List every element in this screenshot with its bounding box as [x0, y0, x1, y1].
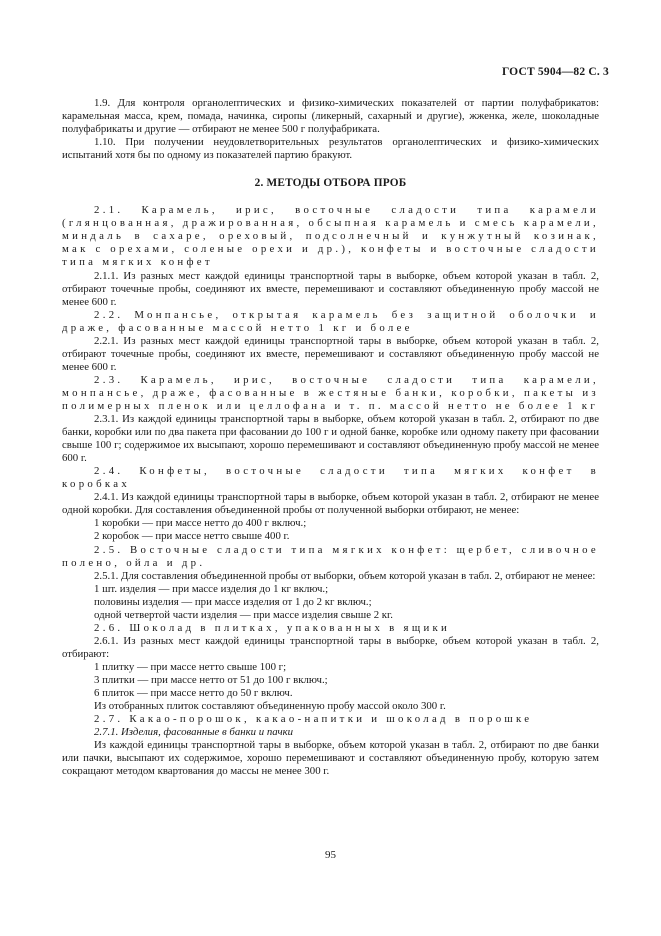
paragraph-2-5: 2.5. Восточные сладости типа мягких конфет: щербет, сливочное полено, ойла и др.: [62, 543, 599, 569]
paragraph-2-2-1: 2.2.1. Из разных мест каждой единицы транспортной тары в выборке, объем которой указан в табл. 2, отбирают точечные пробы, соединяют их вместе, перемешивают и составляют объединенную пробу массой не менее 600 г.: [62, 334, 599, 373]
list-item: одной четвертой части изделия — при массе изделия свыше 2 кг.: [94, 608, 393, 621]
paragraph-2-3-1: 2.3.1. Из каждой единицы транспортной тары в выборке, объем которой указан в табл. 2, отбирают по две банки, коробки или по два пакета при фасовании до 100 г и одной банке, коробке или одному пакету при фасовании свыше 100 г; содержимое их высыпают, хорошо перемешивают и составляют объединенную пробу массой не менее 600 г.: [62, 413, 599, 465]
paragraph-1-10: 1.10. При получении неудовлетворительных результатов органолептических и физико-химических испытаний хотя бы по одному из показателей партию бракуют.: [62, 136, 599, 162]
paragraph-2-7-1: 2.7.1. Изделия, фасованные в банки и пачки: [94, 726, 294, 739]
page-number: 95: [325, 849, 336, 861]
paragraph-1-9: 1.9. Для контроля органолептических и физико-химических показателей от партии полуфабрикатов: карамельная масса, крем, помада, начинка, сиропы (ликерный, сахарный и другие), жженка, желе, шоколадные полуфабрикаты и другие — отбирают не менее 500 г полуфабриката.: [62, 97, 599, 136]
paragraph-2-7-1-text: Из каждой единицы транспортной тары в выборке, объем которой указан в табл. 2, отбирают по две банки или пачки, высыпают их содержимое, хорошо перемешивают и составляют объединенную пробу, которую затем сокращают методом квартования до массы не менее 300 г.: [62, 739, 599, 778]
list-item: 1 шт. изделия — при массе изделия до 1 кг включ.;: [94, 582, 329, 595]
paragraph-2-1-1: 2.1.1. Из разных мест каждой единицы транспортной тары в выборке, объем которой указан в табл. 2, отбирают точечные пробы, соединяют их вместе, перемешивают и составляют объединенную пробу массой не менее 600 г.: [62, 269, 599, 308]
paragraph-2-3: 2.3. Карамель, ирис, восточные сладости типа карамели, монпансье, драже, фасованные в жестяные банки, коробки, пакеты из полимерных пленок или целлофана и т. п. массой нетто не более 1 кг: [62, 373, 599, 412]
document-header: ГОСТ 5904—82 С. 3: [501, 66, 609, 78]
list-item: 1 плитку — при массе нетто свыше 100 г;: [94, 660, 287, 673]
paragraph-2-2: 2.2. Монпансье, открытая карамель без защитной оболочки и драже, фасованные массой нетто 1 кг и более: [62, 308, 599, 334]
document-body: [62, 97, 599, 778]
paragraph-2-4: 2.4. Конфеты, восточные сладости типа мягких конфет в коробках: [62, 465, 599, 491]
paragraph-2-6-1: 2.6.1. Из разных мест каждой единицы транспортной тары в выборке, объем которой указан в табл. 2, отбирают:: [62, 634, 599, 660]
list-item: 6 плиток — при массе нетто до 50 г включ.: [94, 687, 293, 700]
list-item: 2 коробок — при массе нетто свыше 400 г.: [94, 530, 290, 543]
list-item: 3 плитки — при массе нетто от 51 до 100 г включ.;: [94, 673, 328, 686]
paragraph-2-6-1-note: Из отобранных плиток составляют объединенную пробу массой около 300 г.: [94, 700, 446, 713]
section-heading: 2. МЕТОДЫ ОТБОРА ПРОБ: [254, 177, 407, 190]
paragraph-2-6: 2.6. Шоколад в плитках, упакованных в ящики: [94, 621, 451, 634]
paragraph-2-5-1: 2.5.1. Для составления объединенной пробы от выборки, объем которой указан в табл. 2, отбирают не менее:: [94, 569, 596, 582]
list-item: 1 коробки — при массе нетто до 400 г включ.;: [94, 517, 307, 530]
paragraph-2-1: 2.1. Карамель, ирис, восточные сладости типа карамели (глянцованная, дражированная, обсыпная карамель и смесь карамели, миндаль в сахаре, ореховый, подсолнечный и кунжутный козинак, мак с орехами, соленые орехи и др.), конфеты и восточные сладости типа мягких конфет: [62, 204, 599, 269]
list-item: половины изделия — при массе изделия от 1 до 2 кг включ.;: [94, 595, 372, 608]
paragraph-2-7: 2.7. Какао-порошок, какао-напитки и шоколад в порошке: [94, 713, 533, 726]
paragraph-2-4-1: 2.4.1. Из каждой единицы транспортной тары в выборке, объем которой указан в табл. 2, отбирают не менее одной коробки. Для составления объединенной пробы от полученной выборки отбирают, не менее:: [62, 491, 599, 517]
